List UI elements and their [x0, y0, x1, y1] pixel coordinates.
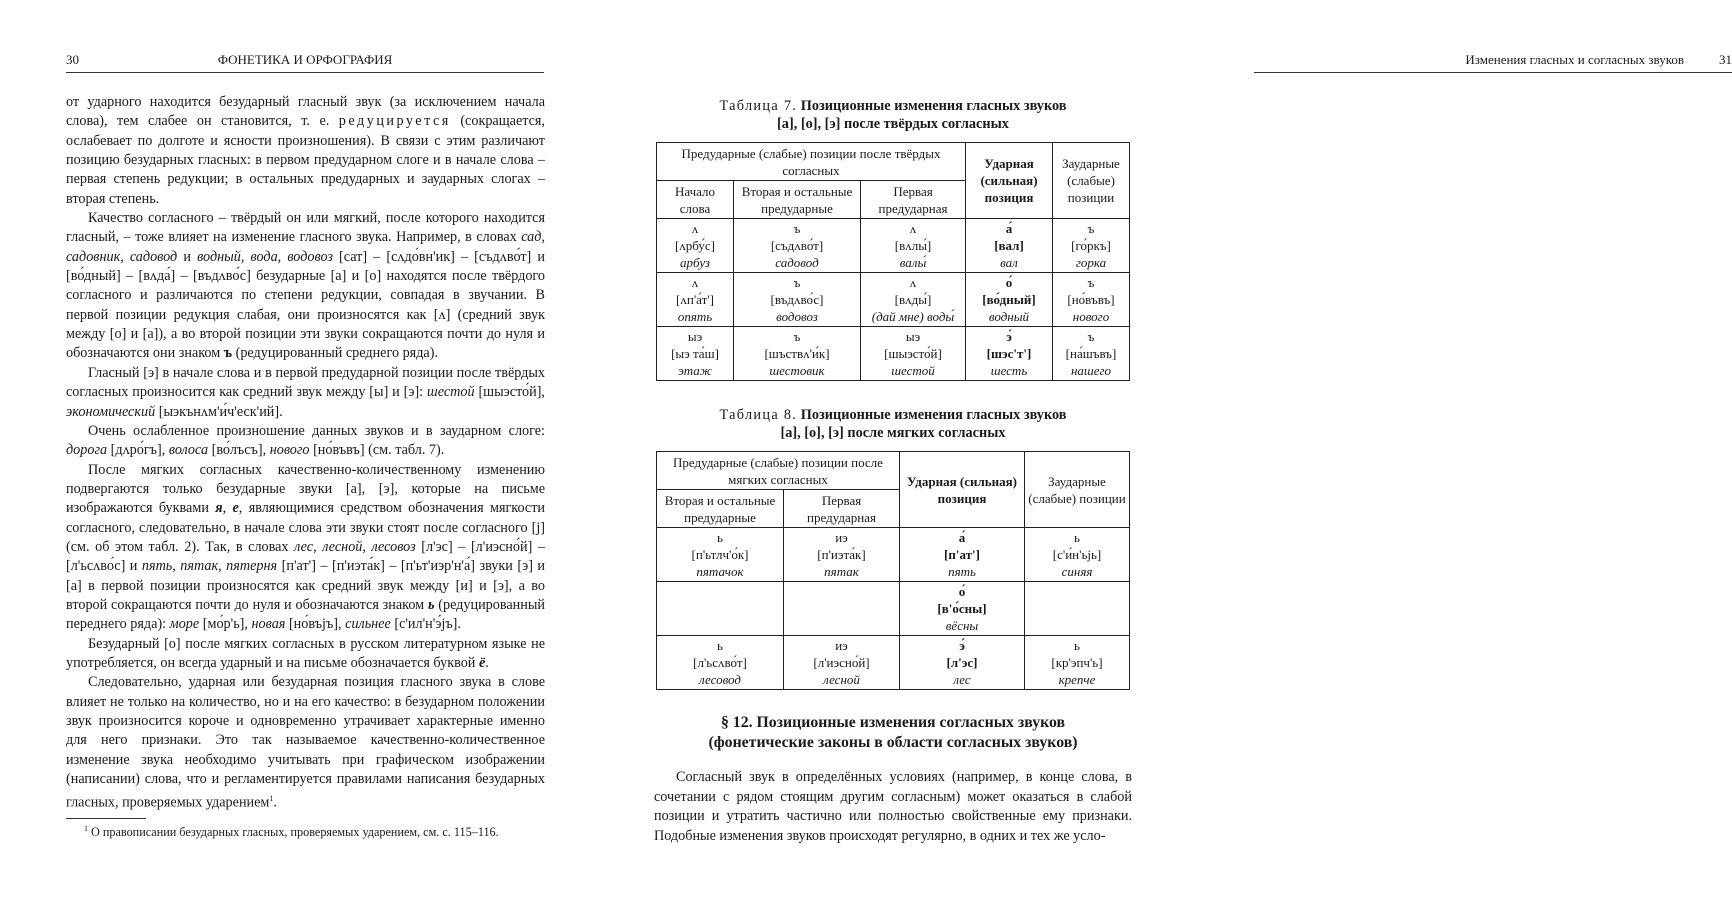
paragraph: Безударный [о] после мягких согласных в русском литературном языке не употребляется, он всегда ударный и на письме обозначается буквой ё.	[66, 635, 545, 671]
example-word: пятачок	[696, 564, 744, 579]
example-word: арбуз	[679, 255, 711, 270]
vowel-mark: ь	[717, 638, 723, 653]
right-running-header	[1254, 52, 1732, 73]
example-word: шестой	[891, 363, 935, 378]
paragraph: Следовательно, ударная или безударная позиция гласного звука в слове влияет не только на количество, но и на его качество: в безударном положении звук произносится короче и одновременно утрачивает характерные именно для него признаки. Это так называемое качественно-количественное изменение звука необходимо учитывать при графическом изображении (написании) слова, что и регламентируется правилами написания безударных гласных, проверяемых ударением$^1$.	[66, 674, 545, 812]
table-cell	[784, 528, 900, 582]
left-page	[0, 0, 600, 909]
paragraph: от ударного находится безударный гласный звук (за исключением начала слова), тем слабее он становится, т. е. редуцируется (сокращается, ослабевает по долготе и ясности произношения). В связи с этим различают позицию безударных гласных: в первом предударном слоге и в начале слова – первая степень редукции; в остальных предударных и заударных слогах – вторая степень.	[66, 94, 545, 207]
vowel-mark: ъ	[793, 275, 801, 290]
section-heading: § 12. Позиционные изменения согласных звуков (фонетические законы в области согласных звуков)	[708, 714, 1078, 751]
table-cell	[784, 636, 900, 690]
footnote: $^1$ О правописании безударных гласных, проверяемых ударением, см. с. 115–116.	[84, 824, 499, 840]
vowel-mark: ъ	[793, 221, 801, 236]
example-word: нашего	[1070, 363, 1112, 378]
table-row	[657, 219, 1130, 273]
example-word: пять	[948, 564, 976, 579]
vowel-mark: ь	[1074, 638, 1080, 653]
left-running-header	[66, 52, 544, 73]
vowel-mark: иэ	[835, 638, 848, 653]
table-header: Ударная (сильная) позиция	[966, 143, 1053, 219]
table-header: Вторая и остальные предударные	[657, 490, 784, 528]
footnote-divider	[66, 818, 146, 819]
table-header: Начало слова	[657, 181, 734, 219]
example-word: лес	[953, 672, 971, 687]
transcription: [ыэ та́ш]	[671, 346, 719, 361]
table-cell	[1053, 273, 1130, 327]
example-word: водовоз	[776, 309, 818, 324]
vowel-mark: ъ	[1087, 329, 1095, 344]
transcription: [с'и́н'ьjь]	[1052, 547, 1102, 562]
transcription: [п'ат']	[944, 547, 980, 562]
table-header: Первая предударная	[784, 490, 900, 528]
table-cell	[1053, 327, 1130, 381]
example-word: шесть	[990, 363, 1028, 378]
table-cell	[900, 636, 1025, 690]
table-header: Предударные (слабые) позиции после твёрдых согласных	[657, 143, 966, 181]
example-word: горка	[1075, 255, 1107, 270]
transcription: [л'ьсʌво́т]	[693, 655, 747, 670]
vowel-mark: ъ	[793, 329, 801, 344]
table-cell	[657, 528, 784, 582]
table-cell	[966, 327, 1053, 381]
table-row	[657, 582, 1130, 636]
table-header: Ударная (сильная) позиция	[900, 452, 1025, 528]
table8	[656, 451, 1130, 690]
table-header: Первая предударная	[861, 181, 966, 219]
table-header: Заударные (слабые) позиции	[1025, 452, 1130, 528]
transcription: [но́въвъ]	[1067, 292, 1115, 307]
vowel-mark: ʌ	[691, 275, 699, 290]
table-cell	[861, 327, 966, 381]
table-row	[657, 528, 1130, 582]
paragraph: Очень ослабленное произношение данных звуков и в заударном слоге: дорога [дʌро́гъ], волоса [во́лъсъ], нового [но́въвъ] (см. табл. 7).	[66, 422, 545, 459]
table-cell	[861, 273, 966, 327]
vowel-mark: о́	[1005, 275, 1013, 290]
vowel-mark: ъ	[1087, 221, 1095, 236]
vowel-mark: э́	[959, 638, 965, 653]
table-row	[657, 327, 1130, 381]
table-header: Заударные (слабые) позиции	[1053, 143, 1130, 219]
example-word: садовод	[775, 255, 819, 270]
table-cell	[1025, 582, 1130, 636]
vowel-mark: ʌ	[909, 275, 917, 290]
transcription: [во́дный]	[982, 292, 1036, 307]
vowel-mark: ʌ	[691, 221, 699, 236]
table-header: Предударные (слабые) позиции после мягких согласных	[657, 452, 900, 490]
table-cell	[966, 219, 1053, 273]
transcription: [вал]	[994, 238, 1024, 253]
transcription: [на́шъвъ]	[1065, 346, 1117, 361]
paragraph: После мягких согласных качественно-количественному изменению подвергаются только безударные звуки [а], [э], которые на письме изображаются буквами я, е, являющимися средством обозначения мягкости согласного, следовательно, в начале слова эти звуки стоят после согласного [j] (см. об этом табл. 2). Так, в словах лес, лесной, лесовоз [л'эс] – [л'иэсно́й] – [л'ьсʌво́с] и пять, пятак, пятерня [п'ат'] – [п'иэта́к] – [п'ьт'иэр'н'а́] звуки [э] и [а] в первой позиции произносятся как средний звук между [и] и [э], а во второй сокращаются почти до нуля и обозначаются знаком ь (редуцированный переднего ряда): море [мо́р'ь], новая [но́въjъ], сильнее [с'ил'н'э́jъ].	[66, 461, 546, 633]
transcription: [шъствʌ'и́к]	[764, 346, 830, 361]
vowel-mark: ʌ	[909, 221, 917, 236]
table-cell	[734, 327, 861, 381]
table-cell	[966, 273, 1053, 327]
transcription: [п'ьтлч'о́к]	[691, 547, 749, 562]
example-word: опять	[677, 309, 713, 324]
table-cell	[1025, 528, 1130, 582]
left-page-number: 30	[66, 52, 79, 67]
right-page-number: 31	[1719, 52, 1732, 67]
table-cell	[657, 636, 784, 690]
transcription: [го́ркъ]	[1071, 238, 1111, 253]
example-word: водный	[988, 309, 1030, 324]
table-cell	[1025, 636, 1130, 690]
example-word: вёсны	[945, 618, 979, 633]
vowel-mark: ь	[717, 530, 723, 545]
vowel-mark: ъ	[1087, 275, 1095, 290]
transcription: [л'иэсно́й]	[813, 655, 870, 670]
vowel-mark: ь	[1074, 530, 1080, 545]
left-body-text	[66, 93, 545, 813]
table-cell	[900, 528, 1025, 582]
example-word: нового	[1072, 309, 1110, 324]
transcription: [ʌп'а́т']	[676, 292, 714, 307]
transcription: [в'о́сны]	[937, 601, 987, 616]
table-cell	[861, 219, 966, 273]
vowel-mark: а́	[1005, 221, 1013, 236]
table7-caption: Таблица 7. Позиционные изменения гласных звуков [а], [о], [э] после твёрдых согласных	[719, 98, 1067, 132]
transcription: [въдʌво́с]	[770, 292, 824, 307]
transcription: [шыэсто́й]	[884, 346, 942, 361]
table8-caption: Таблица 8. Позиционные изменения гласных звуков [а], [о], [э] после мягких согласных	[719, 407, 1067, 441]
transcription: [кр'эпч'ь]	[1051, 655, 1103, 670]
table-cell	[734, 219, 861, 273]
transcription: [съдʌво́т]	[770, 238, 824, 253]
paragraph: Гласный [э] в начале слова и в первой предударной позиции после твёрдых согласных произносится как средний звук между [ы] и [э]: шестой [шыэсто́й], экономический [ыэкънʌм'и́ч'еск'ий].	[66, 364, 545, 420]
example-word: этаж	[678, 363, 712, 378]
table-header: Вторая и остальные предударные	[734, 181, 861, 219]
vowel-mark: а́	[958, 530, 966, 545]
vowel-mark: ыэ	[687, 329, 703, 344]
transcription: [ʌрбу́с]	[674, 238, 716, 253]
example-word: (дай мне) воды́	[871, 309, 955, 324]
right-running-head-title: Изменения гласных и согласных звуков	[1465, 52, 1684, 67]
example-word: синяя	[1061, 564, 1093, 579]
table-row	[657, 273, 1130, 327]
left-running-head-title: ФОНЕТИКА И ОРФОГРАФИЯ	[217, 52, 393, 67]
paragraph: Качество согласного – твёрдый он или мягкий, после которого находится гласный, – тоже влияет на изменение гласного звука. Например, в словах сад, садовник, садовод и водный, вода, водовоз [сат] – [сʌдо́вн'ик] – [съдʌво́т] и [во́дный] – [вʌда́] – [въдʌво́с] безударные [а] и [о] находятся после твёрдого согласного и различаются по степени редукции, совпадая в звучании. В первой позиции редукция слабая, они произносятся как [ʌ] (средний звук между [о] и [а]), а во второй позиции эти звуки сокращаются почти до нуля и обозначаются они знаком ъ (редуцированный среднего ряда).	[66, 210, 545, 362]
transcription: [шэс'т']	[986, 346, 1032, 361]
vowel-mark: иэ	[835, 530, 848, 545]
example-word: лесной	[823, 672, 860, 687]
table-cell	[1053, 219, 1130, 273]
transcription: [вʌлы́]	[894, 238, 932, 253]
example-word: шестовик	[769, 363, 825, 378]
table-row	[657, 636, 1130, 690]
paragraph: Согласный звук в определённых условиях (например, в конце слова, в сочетании с рядом стоящим другим согласным) может оказаться в слабой позиции и утратить частично или полностью свойственные ему признаки. Подобные изменения звуков происходят регулярно, в одних и тех же усло-	[654, 769, 1132, 844]
example-word: крепче	[1058, 672, 1096, 687]
table-cell	[734, 273, 861, 327]
table-cell	[657, 327, 734, 381]
table-cell	[657, 273, 734, 327]
transcription: [вʌды́]	[894, 292, 932, 307]
example-word: вал	[1000, 255, 1018, 270]
transcription: [л'эс]	[946, 655, 978, 670]
example-word: лесовод	[699, 672, 741, 687]
transcription: [п'иэта́к]	[817, 547, 866, 562]
vowel-mark: э́	[1006, 329, 1012, 344]
table-cell	[657, 582, 784, 636]
table-cell	[657, 219, 734, 273]
example-word: пятак	[824, 564, 859, 579]
table-cell	[900, 582, 1025, 636]
section-body-text	[654, 768, 1132, 846]
vowel-mark: ыэ	[905, 329, 921, 344]
example-word: валы́	[899, 255, 927, 270]
table-cell	[784, 582, 900, 636]
vowel-mark: о́	[958, 584, 966, 599]
table7	[656, 142, 1130, 381]
